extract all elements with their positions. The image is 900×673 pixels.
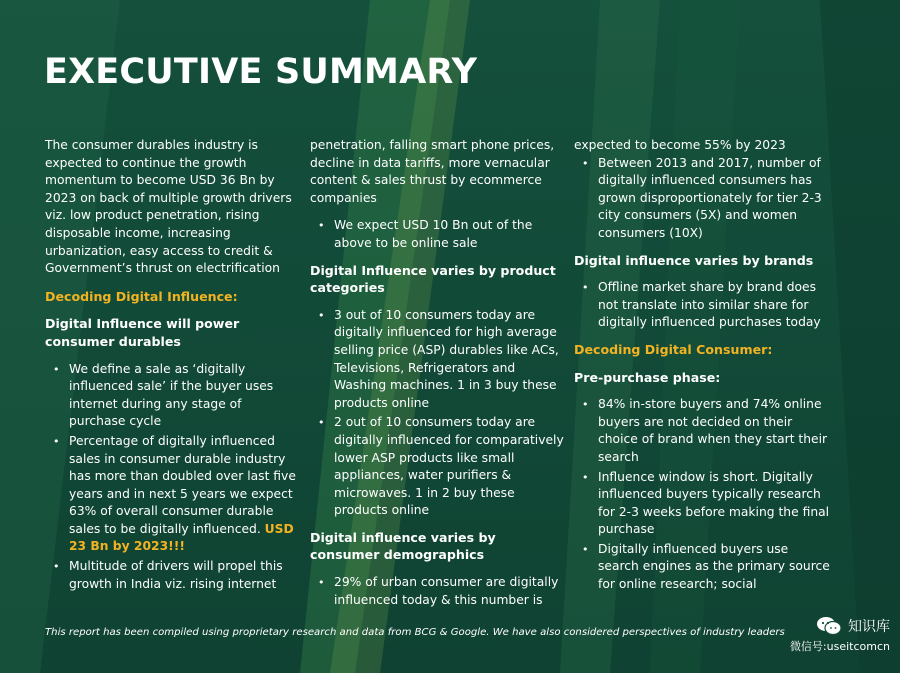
footer-note: This report has been compiled using proprietary research and data from BCG & Google. We have also considered perspectives of industry leaders [45,627,785,638]
decoding-digital-influence-heading: Decoding Digital Influence: [45,288,238,304]
product-bullet-list [310,307,565,520]
demographics-bullet-list [310,574,565,609]
bullet-icon: • [582,470,589,484]
watermark [790,616,890,654]
list-item: • 3 out of 10 consumers today are digitally influenced for high average selling price (ASP) durables like ACs, Televisions, Refrigerators and Washing machines. 1 in 3 buy these products online [318,307,559,410]
online-sale-list [310,217,565,252]
highlight-figure: USD 23 Bn by 2023!!! [69,521,294,554]
list-item: • We expect USD 10 Bn out of the above to be online sale [318,218,533,250]
brands-heading: Digital influence varies by brands [574,252,814,268]
bullet-icon: • [53,434,60,448]
digital-influence-subheading: Digital Influence will power consumer durables [45,316,240,349]
bullet-icon: • [582,542,589,556]
pre-purchase-bullet-list [574,396,830,594]
growth-bullet-list [574,155,830,243]
continued-text: expected to become 55% by 2023 [574,138,786,152]
watermark-brand: 知识库 [848,619,890,635]
bullet-icon: • [53,560,60,574]
continued-text: penetration, falling smart phone prices, decline in data tariffs, more vernacular content & sales thrust by ecommerce companies [310,138,555,205]
list-item: • Offline market share by brand does not translate into similar share for digitally influenced purchases today [582,280,821,330]
intro-paragraph: The consumer durables industry is expected to continue the growth momentum to become USD 36 Bn by 2023 on back of multiple growth drivers viz. low product penetration, rising disposable income, increasing urbanization, easy access to credit & Government’s thrust on electrification [45,138,292,276]
wechat-icon [816,616,842,636]
list-item: • 84% in-store buyers and 74% online buyers are not decided on their choice of brand when they start their search [582,397,828,464]
bullet-icon: • [582,281,589,295]
list-item: • 29% of urban consumer are digitally influenced today & this number is [318,575,559,607]
list-item: • Between 2013 and 2017, number of digitally influenced consumers has grown disproportionately for tier 2-3 city consumers (5X) and women consumers (10X) [582,155,822,240]
column-1 [45,137,297,602]
brand-bullet-list [574,279,830,332]
bullet-icon: • [318,308,325,322]
bullet-icon: • [53,362,60,376]
list-item: • 2 out of 10 consumers today are digitally influenced for comparatively lower ASP products like small appliances, water purifiers & microwaves. 1 in 2 buy these products online [318,415,564,518]
watermark-account: 微信号:useitcomcn [789,640,890,653]
column-2 [310,137,565,618]
bullet-icon: • [582,398,589,412]
bullet-icon: • [582,156,589,170]
list-item: • We define a sale as ‘digitally influenced sale’ if the buyer uses internet during any stage of purchase cycle [53,361,274,429]
column-3 [574,137,830,603]
bullet-icon: • [318,576,325,590]
list-item: • Percentage of digitally influenced sales in consumer durable industry has more than doubled over last five years and in next 5 years we expect 63% of overall consumer durable sales to be digitally influenced. USD 23 Bn by 2023!!! [53,433,296,554]
pre-purchase-heading: Pre-purchase phase: [574,369,721,385]
product-categories-heading: Digital Influence varies by product categories [310,262,556,296]
bullet-icon: • [318,219,325,233]
bullet-icon: • [318,416,325,430]
page-title: EXECUTIVE SUMMARY [44,52,478,92]
col1-bullet-list [45,361,297,594]
list-item: • Influence window is short. Digitally influenced buyers typically research for 2-3 weeks before making the final purchase [582,469,830,537]
decoding-digital-consumer-heading: Decoding Digital Consumer: [574,341,773,357]
list-item: • Digitally influenced buyers use search engines as the primary source for online research; social [582,541,830,592]
demographics-heading: Digital influence varies by consumer demographics [310,529,496,563]
list-item: • Multitude of drivers will propel this growth in India viz. rising internet [53,559,283,591]
